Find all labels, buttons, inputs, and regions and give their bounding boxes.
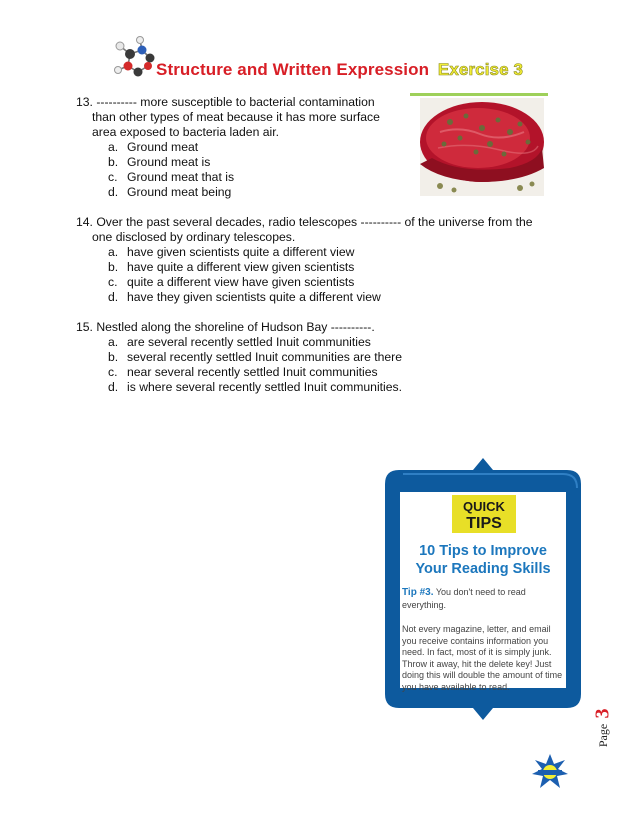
option-b[interactable]: [108, 155, 576, 170]
tip-number: Tip #3.: [402, 587, 434, 598]
option-letter: b.: [108, 350, 119, 364]
question-stem: 13. ---------- more susceptible to bacterial contamination: [76, 95, 375, 109]
option-text: quite a different view have given scientists: [127, 275, 355, 289]
option-d[interactable]: [108, 380, 576, 395]
option-text: Ground meat being: [127, 185, 232, 199]
option-letter: a.: [108, 140, 119, 154]
footer-badge-icon: [532, 754, 568, 790]
option-letter: b.: [108, 260, 119, 274]
answer-options: [76, 245, 576, 305]
question-stem-cont: than other types of meat because it has more surface: [92, 110, 380, 124]
option-text: Ground meat that is: [127, 170, 235, 184]
option-text: several recently settled Inuit communities are there: [127, 350, 403, 364]
option-letter: d.: [108, 290, 119, 304]
option-text: Ground meat is: [127, 155, 211, 169]
tip-body: Not every magazine, letter, and email you receive contains information you need. In fact, most of it is simply junk. Throw it away, hit the delete key! Just doing this will double the amount of time you have available to read.: [402, 624, 563, 692]
option-d[interactable]: [108, 290, 576, 305]
page-title: [156, 60, 523, 80]
tips-heading-line1: 10 Tips to Improve: [419, 543, 547, 559]
option-c[interactable]: [108, 275, 576, 290]
option-text: have they given scientists quite a different view: [127, 290, 381, 304]
quick-tips-logo: [452, 495, 516, 533]
tips-heading: [400, 542, 566, 578]
answer-options: [76, 335, 576, 395]
page-header: [110, 36, 550, 86]
option-text: have quite a different view given scientists: [127, 260, 355, 274]
title-main: Structure and Written Expression: [156, 60, 430, 79]
option-text: are several recently settled Inuit communities: [127, 335, 371, 349]
option-c[interactable]: [108, 170, 576, 185]
question-15: [76, 320, 576, 395]
question-stem-cont: one disclosed by ordinary telescopes.: [92, 230, 296, 244]
question-14: [76, 215, 576, 305]
answer-options: [76, 140, 576, 200]
option-b[interactable]: [108, 260, 576, 275]
tip-summary: You don't need to read everything.: [402, 587, 526, 610]
question-stem: 14. Over the past several decades, radio telescopes ---------- of the universe from the: [76, 215, 533, 229]
quick-tips-box: [385, 458, 581, 720]
question-stem-cont: area exposed to bacteria laden air.: [92, 125, 280, 139]
option-letter: d.: [108, 185, 119, 199]
option-a[interactable]: [108, 335, 576, 350]
page-word: Page: [596, 723, 611, 748]
molecule-icon: [110, 36, 160, 80]
option-a[interactable]: [108, 245, 576, 260]
tips-content: [400, 492, 566, 692]
option-letter: a.: [108, 245, 119, 259]
option-letter: c.: [108, 170, 118, 184]
tip-intro: [402, 586, 564, 611]
title-exercise: Exercise 3: [437, 60, 524, 79]
page-number-value: 3: [591, 708, 614, 719]
question-13: [76, 95, 576, 200]
option-letter: a.: [108, 335, 119, 349]
option-text: near several recently settled Inuit communities: [127, 365, 378, 379]
tips-heading-line2: Your Reading Skills: [415, 561, 551, 577]
option-c[interactable]: [108, 365, 576, 380]
option-text: have given scientists quite a different view: [127, 245, 355, 259]
option-a[interactable]: [108, 140, 576, 155]
questions-list: [76, 95, 576, 410]
quick-label: QUICK: [463, 499, 505, 514]
page-number: [591, 704, 624, 754]
option-text: Ground meat: [127, 140, 199, 154]
option-letter: c.: [108, 275, 118, 289]
option-letter: c.: [108, 365, 118, 379]
question-stem: 15. Nestled along the shoreline of Hudson Bay ----------.: [76, 320, 375, 334]
tips-label: TIPS: [466, 515, 502, 532]
option-d[interactable]: [108, 185, 576, 200]
option-letter: b.: [108, 155, 119, 169]
option-text: is where several recently settled Inuit communities.: [127, 380, 403, 394]
option-letter: d.: [108, 380, 119, 394]
option-b[interactable]: [108, 350, 576, 365]
